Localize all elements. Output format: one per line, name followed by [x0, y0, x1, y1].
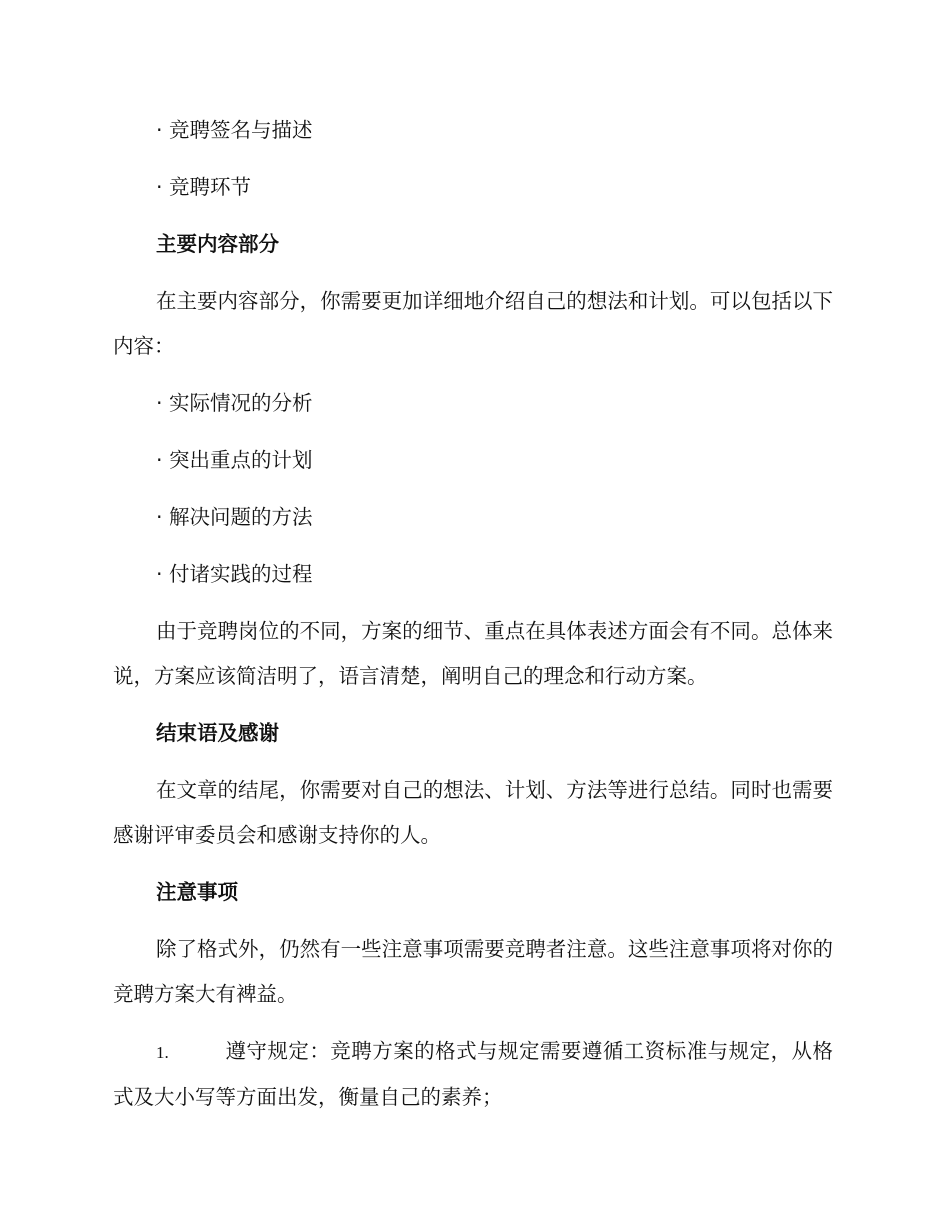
numbered-item-text: 遵守规定：竞聘方案的格式与规定需要遵循工资标准与规定，从格式及大小写等方面出发，衡量自己的素养；	[113, 1039, 833, 1109]
list-number: 1.	[156, 1043, 169, 1062]
paragraph: 在主要内容部分，你需要更加详细地介绍自己的想法和计划。可以包括以下内容：	[113, 289, 833, 358]
bullet-item: · 突出重点的计划	[156, 448, 313, 472]
bullet-item: · 付诸实践的过程	[156, 562, 313, 586]
section-heading: 结束语及感谢	[156, 721, 279, 745]
paragraph: 在文章的结尾，你需要对自己的想法、计划、方法等进行总结。同时也需要感谢评审委员会和感谢支持你的人。	[113, 778, 833, 847]
numbered-item	[113, 1029, 833, 1120]
section-heading: 注意事项	[156, 880, 238, 904]
bullet-item: · 竞聘环节	[156, 175, 252, 199]
section-heading: 主要内容部分	[156, 232, 279, 256]
paragraph: 由于竞聘岗位的不同，方案的细节、重点在具体表述方面会有不同。总体来说，方案应该简洁明了，语言清楚，阐明自己的理念和行动方案。	[113, 619, 833, 688]
bullet-item: · 解决问题的方法	[156, 505, 313, 529]
bullet-item: · 实际情况的分析	[156, 391, 313, 415]
document-body	[113, 108, 833, 1132]
bullet-item: · 竞聘签名与描述	[156, 118, 313, 142]
paragraph: 除了格式外，仍然有一些注意事项需要竞聘者注意。这些注意事项将对你的竞聘方案大有裨益。	[113, 937, 833, 1006]
